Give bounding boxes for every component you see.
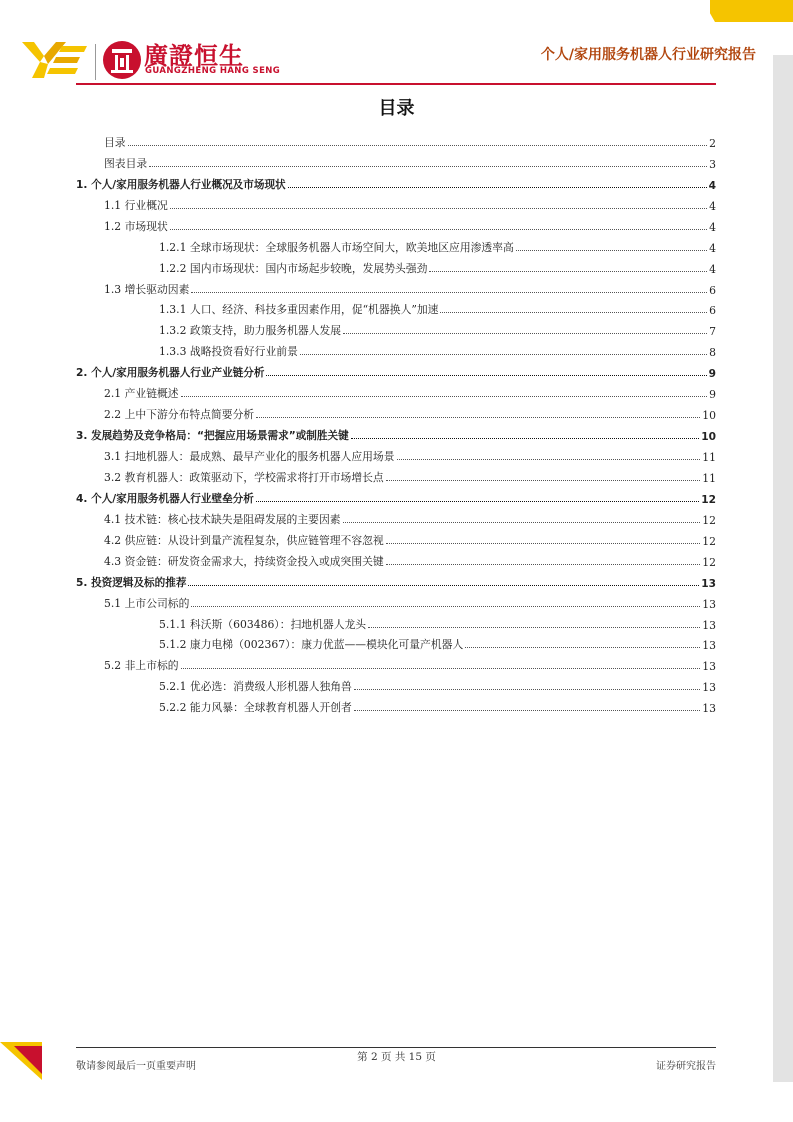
- toc-leader: [354, 688, 700, 690]
- toc-entry-page: 12: [701, 493, 716, 506]
- toc-entry-title: 1.2.1 全球市场现状：全球服务机器人市场空间大，欧美地区应用渗透率高: [159, 240, 514, 254]
- toc-entry[interactable]: [76, 234, 716, 255]
- toc-leader: [181, 667, 701, 669]
- header-accent-tab: [710, 0, 793, 22]
- toc-leader: [343, 521, 701, 523]
- toc-entry[interactable]: [76, 611, 716, 632]
- toc-entry-page: 9: [708, 368, 716, 381]
- page-side-stripe: [773, 55, 793, 1082]
- toc-entry-title: 目录: [104, 135, 126, 149]
- toc-entry-title: 3.1 扫地机器人：最成熟、最早产业化的服务机器人应用场景: [104, 450, 395, 463]
- toc-leader: [440, 311, 707, 313]
- toc-entry[interactable]: [76, 255, 716, 276]
- toc-entry[interactable]: [76, 632, 716, 653]
- toc-entry[interactable]: [76, 506, 716, 527]
- toc-entry-page: 13: [702, 618, 716, 632]
- toc-entry-title: 4.1 技术链：核心技术缺失是阻碍发展的主要因素: [104, 512, 341, 526]
- toc-entry-page: 13: [701, 577, 716, 590]
- toc-entry[interactable]: [76, 297, 716, 318]
- toc-leader: [191, 291, 707, 293]
- toc-entry-page: 13: [702, 702, 716, 716]
- toc-entry-title: 5.1 上市公司标的: [104, 596, 190, 610]
- toc-entry[interactable]: [76, 380, 716, 401]
- toc-entry-page: 8: [709, 346, 716, 360]
- toc-entry[interactable]: [76, 422, 716, 443]
- toc-entry[interactable]: [76, 276, 716, 297]
- toc-entry-title: 3.2 教育机器人：政策驱动下，学校需求将打开市场增长点: [104, 470, 384, 484]
- toc-leader: [191, 605, 700, 607]
- toc-entry[interactable]: [76, 150, 716, 171]
- toc-entry[interactable]: [76, 171, 716, 192]
- table-of-contents: [76, 129, 716, 715]
- toc-leader: [429, 270, 707, 272]
- toc-entry-page: 3: [709, 157, 716, 171]
- toc-entry-title: 5.2.2 能力风暴：全球教育机器人开创者: [159, 701, 352, 715]
- toc-entry-page: 11: [702, 451, 716, 464]
- toc-entry-title: 1.3.2 政策支持，助力服务机器人发展: [159, 324, 342, 338]
- toc-entry[interactable]: [76, 548, 716, 569]
- toc-leader: [266, 374, 706, 376]
- toc-entry[interactable]: [76, 443, 716, 464]
- report-title: 个人/家用服务机器人行业研究报告: [540, 47, 756, 63]
- toc-entry-page: 6: [709, 304, 716, 318]
- toc-leader: [181, 395, 708, 397]
- header-divider: [76, 83, 716, 85]
- brand-seal-icon: [102, 40, 142, 80]
- page-title: 目录: [378, 98, 415, 119]
- toc-entry[interactable]: [76, 192, 716, 213]
- toc-leader: [300, 353, 707, 355]
- toc-entry-title: 2.1 产业链概述: [104, 387, 179, 401]
- toc-leader: [149, 165, 707, 167]
- toc-entry-page: 10: [701, 431, 716, 444]
- toc-entry-page: 2: [709, 136, 716, 150]
- toc-entry-page: 12: [702, 534, 716, 548]
- toc-entry-page: 13: [702, 681, 716, 695]
- toc-entry-title: 1.3 增长驱动因素: [104, 282, 190, 296]
- toc-entry[interactable]: [76, 673, 716, 694]
- toc-entry-title: 4.3 资金链：研发资金需求大，持续资金投入或成突围关键: [104, 554, 384, 568]
- toc-entry-page: 4: [709, 199, 716, 213]
- toc-entry-title: 5.2.1 优必选：消费级人形机器人独角兽: [159, 680, 352, 694]
- toc-entry-title: 1.2.2 国内市场现状：国内市场起步较晚，发展势头强劲: [159, 261, 428, 275]
- toc-leader: [256, 416, 700, 418]
- toc-leader: [256, 500, 699, 502]
- brand-name-en: GUANGZHENG HANG SENG: [145, 66, 281, 76]
- toc-entry[interactable]: [76, 694, 716, 715]
- toc-entry-page: 9: [709, 388, 716, 402]
- toc-entry[interactable]: [76, 464, 716, 485]
- toc-entry[interactable]: [76, 359, 716, 380]
- toc-entry-page: 10: [702, 409, 716, 423]
- toc-entry-title: 1. 个人/家用服务机器人行业概况及市场现状: [76, 178, 286, 191]
- toc-entry-page: 12: [702, 555, 716, 569]
- toc-leader: [386, 563, 701, 565]
- toc-entry[interactable]: [76, 569, 716, 590]
- toc-entry-title: 3. 发展趋势及竞争格局：“把握应用场景需求”或制胜关键: [76, 430, 349, 443]
- toc-leader: [516, 249, 707, 251]
- toc-entry-title: 图表目录: [104, 156, 148, 170]
- toc-entry[interactable]: [76, 527, 716, 548]
- toc-entry-title: 5. 投资逻辑及标的推荐: [76, 576, 187, 589]
- toc-entry[interactable]: [76, 590, 716, 611]
- toc-entry-page: 4: [709, 241, 716, 255]
- toc-entry-title: 1.3.1 人口、经济、科技多重因素作用，促“机器换人”加速: [159, 303, 439, 317]
- toc-leader: [188, 584, 699, 586]
- toc-leader: [368, 626, 700, 628]
- toc-entry[interactable]: [76, 652, 716, 673]
- footer-divider: [76, 1047, 716, 1048]
- toc-entry-page: 4: [708, 179, 716, 192]
- toc-entry[interactable]: [76, 401, 716, 422]
- footer-disclaimer: 敬请参阅最后一页重要声明: [76, 1061, 196, 1072]
- toc-entry[interactable]: [76, 213, 716, 234]
- toc-entry-page: 13: [702, 639, 716, 653]
- toc-leader: [386, 479, 701, 481]
- toc-entry-title: 5.1.1 科沃斯（603486）：扫地机器人龙头: [159, 617, 367, 631]
- toc-entry-title: 2. 个人/家用服务机器人行业产业链分析: [76, 367, 265, 380]
- toc-entry-title: 1.2 市场现状: [104, 219, 168, 233]
- toc-entry-title: 5.1.2 康力电梯（002367）：康力优蓝——模块化可量产机器人: [159, 638, 464, 652]
- footer-report-type: 证券研究报告: [656, 1061, 716, 1072]
- toc-entry-title: 4.2 供应链：从设计到量产流程复杂，供应链管理不容忽视: [104, 533, 384, 547]
- toc-entry-page: 13: [702, 660, 716, 674]
- toc-entry-title: 2.2 上中下游分布特点简要分析: [104, 408, 255, 422]
- toc-leader: [170, 228, 707, 230]
- toc-leader: [351, 437, 700, 439]
- toc-entry-title: 4. 个人/家用服务机器人行业壁垒分析: [76, 492, 254, 505]
- toc-entry-title: 1.3.3 战略投资看好行业前景: [159, 345, 298, 359]
- toc-entry-title: 5.2 非上市标的: [104, 659, 179, 673]
- toc-entry[interactable]: [76, 129, 716, 150]
- ye-logo-icon: [22, 42, 87, 78]
- toc-entry-page: 4: [709, 262, 716, 276]
- toc-leader: [354, 709, 700, 711]
- toc-entry[interactable]: [76, 317, 716, 338]
- toc-entry[interactable]: [76, 485, 716, 506]
- toc-entry-page: 7: [709, 325, 716, 339]
- toc-entry-page: 11: [702, 471, 716, 485]
- toc-entry[interactable]: [76, 338, 716, 359]
- toc-entry-page: 6: [709, 283, 716, 297]
- toc-entry-page: 12: [702, 513, 716, 527]
- toc-leader: [397, 458, 701, 460]
- toc-leader: [128, 144, 708, 146]
- toc-entry-page: 13: [702, 597, 716, 611]
- toc-entry-title: 1.1 行业概况: [104, 198, 168, 212]
- toc-leader: [288, 186, 707, 188]
- toc-leader: [343, 332, 707, 334]
- footer-page-number: 第 2 页 共 15 页: [357, 1051, 436, 1063]
- toc-leader: [170, 207, 707, 209]
- logo-divider: [95, 44, 96, 80]
- toc-leader: [465, 646, 700, 648]
- brand-name-cn: 廣證恒生: [144, 42, 244, 70]
- toc-entry-page: 4: [709, 220, 716, 234]
- toc-leader: [386, 542, 701, 544]
